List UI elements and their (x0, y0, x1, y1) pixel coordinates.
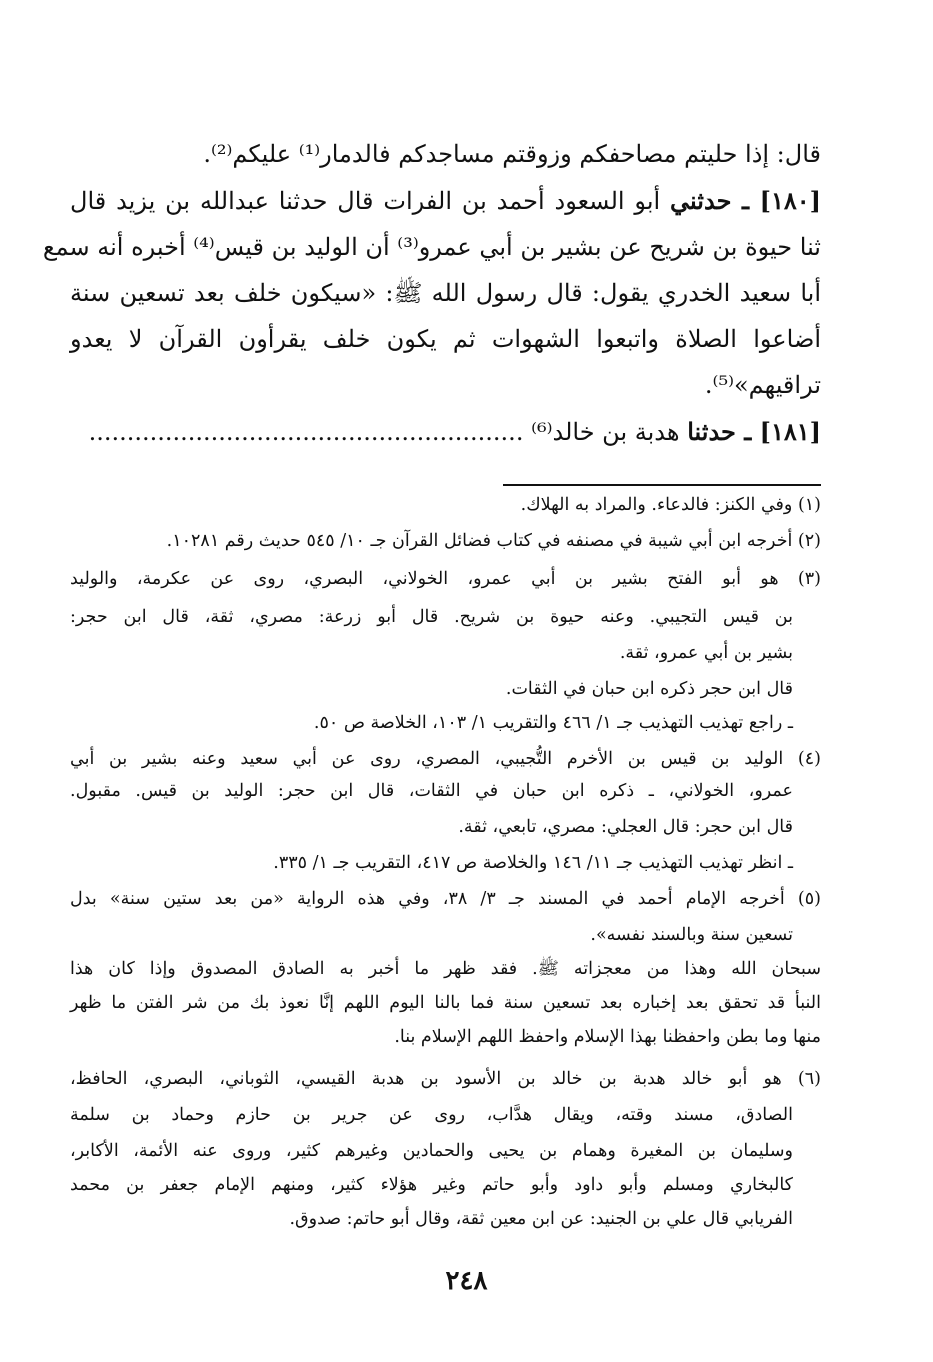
main-line-1-text: قال: إذا حليتم مصاحفكم وزوقتم مساجدكم فالدمار⁽¹⁾ عليكم⁽²⁾. (203, 140, 821, 168)
page-number: ٢٤٨ (445, 1266, 488, 1296)
hadith-180-label: [١٨٠] ـ حدثني (670, 186, 821, 215)
footnote-5-line-4: النبأ قد تحقق بعد إخباره بعد تسعين سنة فما بالنا اليوم اللهم إنَّا نعوذ بك من شر الفتن ما ظهر (70, 993, 821, 1013)
footnote-6-line-1: (٦) هو أبو خالد هدبة بن خالد بن الأسود بن هدبة القيسي، الثوباني، البصري، الحافظ، (70, 1069, 821, 1089)
footnote-6-line-3: وسليمان بن المغيرة وهمام بن يحيى والحمادين وغيرهم كثير، وروى عنه الأئمة، الأكابر، (70, 1141, 793, 1161)
footnote-3-line-3: بشير بن أبي عمرو، ثقة. (619, 643, 793, 663)
main-line-1 (203, 137, 821, 171)
footnote-6-line-2: الصادق، مسند وقته، ويقال هدَّاب، روى عن جرير بن حازم وحماد بن سلمة (70, 1105, 793, 1125)
main-line-4: أبا سعيد الخدري يقول: قال رسول الله ﷺ: «سيكون خلف بعد تسعين سنة (70, 279, 821, 307)
main-line-5: أضاعوا الصلاة واتبعوا الشهوات ثم يكون خلف يقرأون القرآن لا يعدو (70, 325, 821, 353)
footnote-6-line-4: كالبخاري ومسلم وأبو داود وأبو حاتم وغير هؤلاء كثير، ومنهم الإمام جعفر بن محمد (70, 1175, 794, 1195)
footnote-5-line-1: (٥) أخرجه الإمام أحمد في المسند جـ ٣/ ٣٨، وفي هذه الرواية «من بعد ستين سنة» بدل (70, 889, 821, 909)
footnote-6-line-5: الفريابي قال علي بن الجنيد: عن ابن معين ثقة، وقال أبو حاتم: صدوق. (289, 1209, 793, 1229)
main-line-3: ثنا حيوة بن شريح عن بشير بن أبي عمرو⁽³⁾ أن الوليد بن قيس⁽⁴⁾ أخبره أنه سمع (42, 233, 821, 261)
footnote-4-line-1: (٤) الوليد بن قيس بن الأخرم التُّجيبي، المصري، روى عن أبي سعيد وعنه بشير بن أبي (70, 749, 821, 769)
main-line-7-text: هدبة بن خالد⁽⁶⁾ ......................................................... (88, 418, 680, 446)
footnote-3-line-2: بن قيس التجيبي. وعنه حيوة بن شريح. قال أبو زرعة: مصري، ثقة، قال ابن حجر: (70, 607, 793, 627)
footnote-5-line-2: تسعين سنة وبالسند نفسه». (590, 925, 793, 945)
footnote-4-line-3: قال ابن حجر: قال العجلي: مصري، تابعي، ثقة. (458, 817, 793, 837)
footnote-3-line-5: ـ راجع تهذيب التهذيب جـ ١/ ٤٦٦ والتقريب ١/ ١٠٣، الخلاصة ص ٥٠. (313, 713, 793, 733)
hadith-180-line (70, 184, 821, 218)
hadith-181-line (70, 415, 821, 449)
footnote-4-line-2: عمرو، الخولاني، ـ ذكره ابن حبان في الثقات، قال ابن حجر: الوليد بن قيس. مقبول. (70, 781, 793, 801)
footnote-3-line-4: قال ابن حجر ذكره ابن حبان في الثقات. (505, 679, 793, 699)
footnote-5-line-5: منها وما بطن واحفظنا بهذا الإسلام واحفظ اللهم الإسلام بنا. (394, 1027, 821, 1047)
footnote-1: (١) وفي الكنز: فالدعاء. والمراد به الهلاك. (520, 495, 821, 515)
footnote-2: (٢) أخرجه ابن أبي شيبة في مصنفه في كتاب فضائل القرآن جـ ١٠/ ٥٤٥ حديث رقم ١٠٢٨١. (166, 531, 821, 551)
footnote-5-line-3: سبحان الله وهذا من معجزاته ﷺ. فقد ظهر ما أخبر به الصادق المصدوق وإذا كان هذا (70, 959, 821, 979)
main-line-6: تراقيهم»⁽⁵⁾. (704, 371, 821, 399)
footnote-separator (503, 484, 821, 486)
hadith-181-label: [١٨١] ـ حدثنا (687, 417, 821, 446)
main-line-2-text: أبو السعود أحمد بن الفرات قال حدثنا عبدالله بن يزيد قال (70, 187, 661, 215)
footnote-4-line-4: ـ انظر تهذيب التهذيب جـ ١١/ ١٤٦ والخلاصة ص ٤١٧، التقريب جـ ١/ ٣٣٥. (273, 853, 793, 873)
footnote-3-line-1: (٣) هو أبو الفتح بشير بن أبي عمرو، الخولاني، البصري، روى عن عكرمة، والوليد (70, 569, 821, 589)
